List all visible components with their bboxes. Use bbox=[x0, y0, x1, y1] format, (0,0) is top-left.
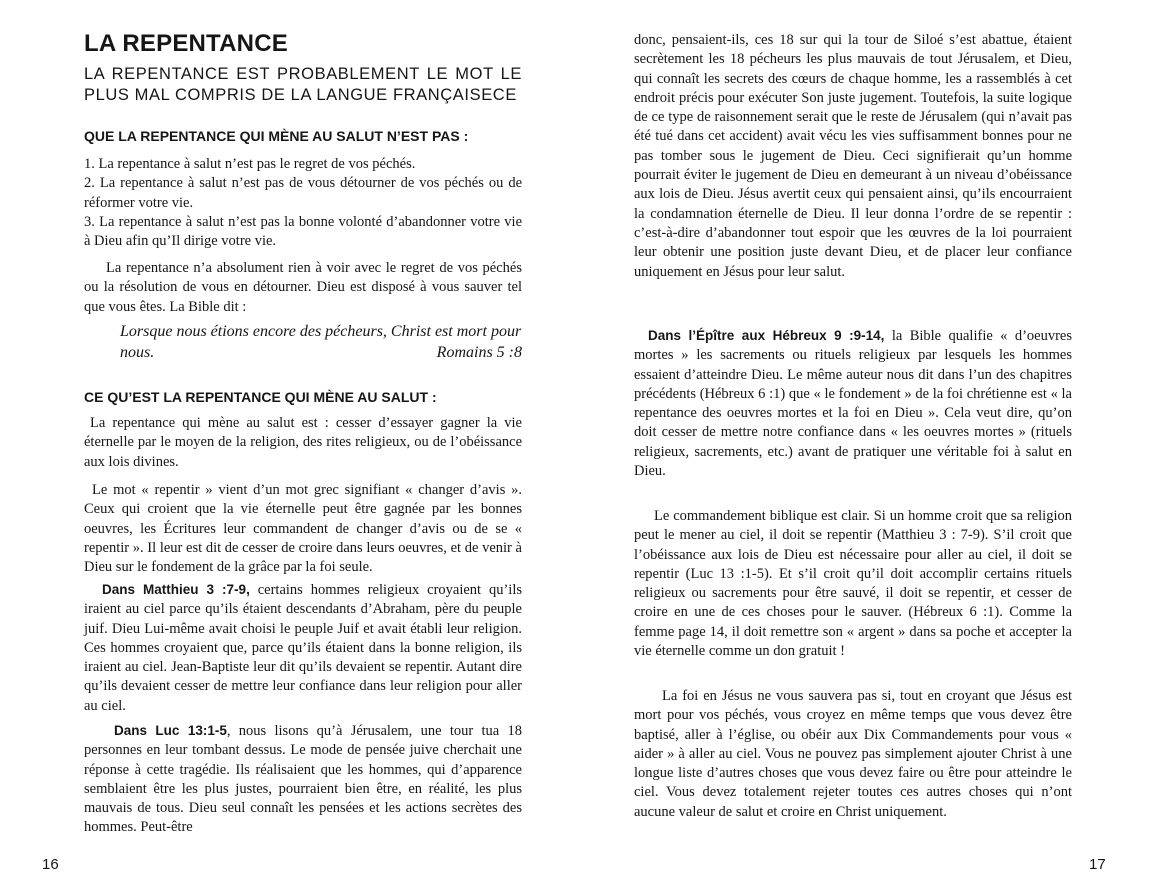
page-number-left: 16 bbox=[42, 856, 59, 873]
paragraph-body: , nous lisons qu’à Jérusalem, une tour tua 18 personnes en leur tombant dessus. Le mode de pensée juive cherchait une réponse à cette tragédie. Ils réalisaient que les hommes, qui d’apparence semblaient être les plus justes, pourraient bien être, en réalité, les plus mauvais de tous. Dieu seul connaît les pensées et les actions secrètes des hommes. Peut-être bbox=[84, 723, 522, 836]
section-heading-is: CE QU’EST LA REPENTANCE QUI MÈNE AU SALUT : bbox=[84, 389, 437, 405]
paragraph-hebreux bbox=[634, 326, 1072, 481]
page-title: LA REPENTANCE bbox=[84, 30, 288, 57]
paragraph-lead: Dans Luc 13:1-5 bbox=[114, 723, 227, 738]
paragraph-lead: Dans l’Épître aux Hébreux 9 :9-14, bbox=[648, 328, 885, 343]
quote-reference: Romains 5 :8 bbox=[436, 344, 522, 361]
paragraph-luc bbox=[84, 721, 522, 838]
bible-quote bbox=[120, 321, 522, 363]
not-list bbox=[84, 155, 522, 251]
page-number-right: 17 bbox=[1089, 856, 1106, 873]
paragraph-command: Le commandement biblique est clair. Si un homme croit que sa religion peut le mener au ciel, il doit se repentir (Matthieu 3 : 7-9). S’il croit que l’obéissance aux lois de Dieu est nécessaire pour aller au ciel, il doit se repentir (Luc 13 :1-5). Et s’il croit qu’il doit accomplir certains rituels religieux ou sacrements pour être sauvé, il doit se repentir, et cesser de croire en une de ces choses pour le sauver. (Hébreux 6 :1). Comme la femme page 14, il doit remettre son « argent » dans sa poche et accepter la vie éternelle comme un don gratuit ! bbox=[634, 508, 1072, 660]
list-item: 1. La repentance à salut n’est pas le regret de vos péchés. bbox=[84, 156, 416, 172]
paragraph-word: Le mot « repentir » vient d’un mot grec signifiant « changer d’avis ». Ceux qui croient que la vie éternelle peut être gagnée par les bonnes oeuvres, les Écritures leur commandent de changer d’avis ou de se « repentir ». Il leur est dit de cesser de croire dans leurs oeuvres, et de venir à Dieu sur le fondement de la grâce par la foi seule. bbox=[84, 482, 522, 576]
list-item: 2. La repentance à salut n’est pas de vous détourner de vos péchés ou de réformer votre vie. bbox=[84, 175, 522, 211]
paragraph-is: La repentance qui mène au salut est : cesser d’essayer gagner la vie éternelle par le moyen de la religion, des rites religieux, ou de l’obéissance aux lois divines. bbox=[84, 415, 522, 470]
paragraph-faith: La foi en Jésus ne vous sauvera pas si, tout en croyant que Jésus est mort pour vos péchés, vous croyez en même temps que vous devez être baptisé, aller à l’église, ou obéir aux Dix Commandements pour vous « aider » à aller au ciel. Vous ne pouvez pas simplement ajouter Christ à une longue liste d’autres choses que vous devez faire ou être pour atteindre le ciel. Vous devez totalement rejeter toutes ces autres choses qui n’ont aucune valeur de salut et croire en Christ uniquement. bbox=[634, 688, 1072, 820]
paragraph-body: la Bible qualifie « d’oeuvres mortes » les sacrements ou rituels religieux par lesquels les hommes essaient d’atteindre Dieu. Le même auteur nous dit dans l’un des chapitres précédents (Hébreux 6 :1) que « le fondement » de la foi chrétienne est « la repentance des oeuvres mortes et la foi en Dieu ». Cela veut dire, qu’on doit cesser de mettre notre confiance dans « les oeuvres mortes » (rituels religieux, sacrements, etc.) avant de pratiquer une véritable foi à salut en Dieu. bbox=[634, 328, 1072, 480]
quote-text: Lorsque nous étions encore des pécheurs, Christ est mort pour nous. bbox=[120, 323, 522, 361]
page-subtitle: LA REPENTANCE EST PROBABLEMENT LE MOT LE PLUS MAL COMPRIS DE LA LANGUE FRANÇAISECE bbox=[84, 65, 522, 104]
paragraph-nothing: La repentance n’a absolument rien à voir avec le regret de vos péchés ou la résolution de vous en détourner. Dieu est disposé à vous sauver tel que vous êtes. La Bible dit : bbox=[84, 260, 522, 315]
list-item: 3. La repentance à salut n’est pas la bonne volonté d’abandonner votre vie à Dieu afin qu’Il dirige votre vie. bbox=[84, 213, 522, 250]
paragraph-body: certains hommes religieux croyaient qu’ils iraient au ciel parce qu’ils étaient descendants d’Abraham, père du peuple juif. Dieu Lui-même avait choisi le peuple Juif et avait établi leur religion. Ces hommes croyaient que, parce qu’ils étaient dans la bonne religion, ils iraient au ciel. Jean-Baptiste leur dit qu’ils devaient se repentir. Autant dire qu’ils devaient cesser de mettre leur confiance dans leur religion pour aller au ciel. bbox=[84, 582, 523, 714]
paragraph-lead: Dans Matthieu 3 :7-9, bbox=[102, 582, 250, 597]
paragraph-matthieu bbox=[84, 580, 522, 716]
paragraph-continued: donc, pensaient-ils, ces 18 sur qui la tour de Siloé s’est abattue, étaient secrètement les 18 pécheurs les plus mauvais de tout Jérusalem, et Dieu, qui connaît les secrets des cœurs de chaque homme, les a rassemblés à cet endroit précis pour exécuter Son juste jugement. Toutefois, la suite logique de ce type de raisonnement serait que le reste de Jérusalem (qui n’avait pas été tué dans cet accident) avait vécu les vies suffisamment bonnes pour ne pas tomber sous le jugement de Dieu. Ceci signifierait qu’un homme pourrait éviter le jugement de Dieu en demeurant à un niveau d’obéissance aux lois de Dieu. Jésus avertit ceux qui pensaient ainsi, qu’ils encourraient la condamnation éternelle de Dieu. Il leur donna l’ordre de se repentir : c’est-à-dire d’abandonner tout espoir que les œuvres de la loi pourraient leur obtenir une position juste devant Dieu, et de placer leur confiance uniquement en Jésus pour leur salut. bbox=[634, 32, 1072, 280]
section-heading-not: QUE LA REPENTANCE QUI MÈNE AU SALUT N’EST PAS : bbox=[84, 128, 469, 144]
